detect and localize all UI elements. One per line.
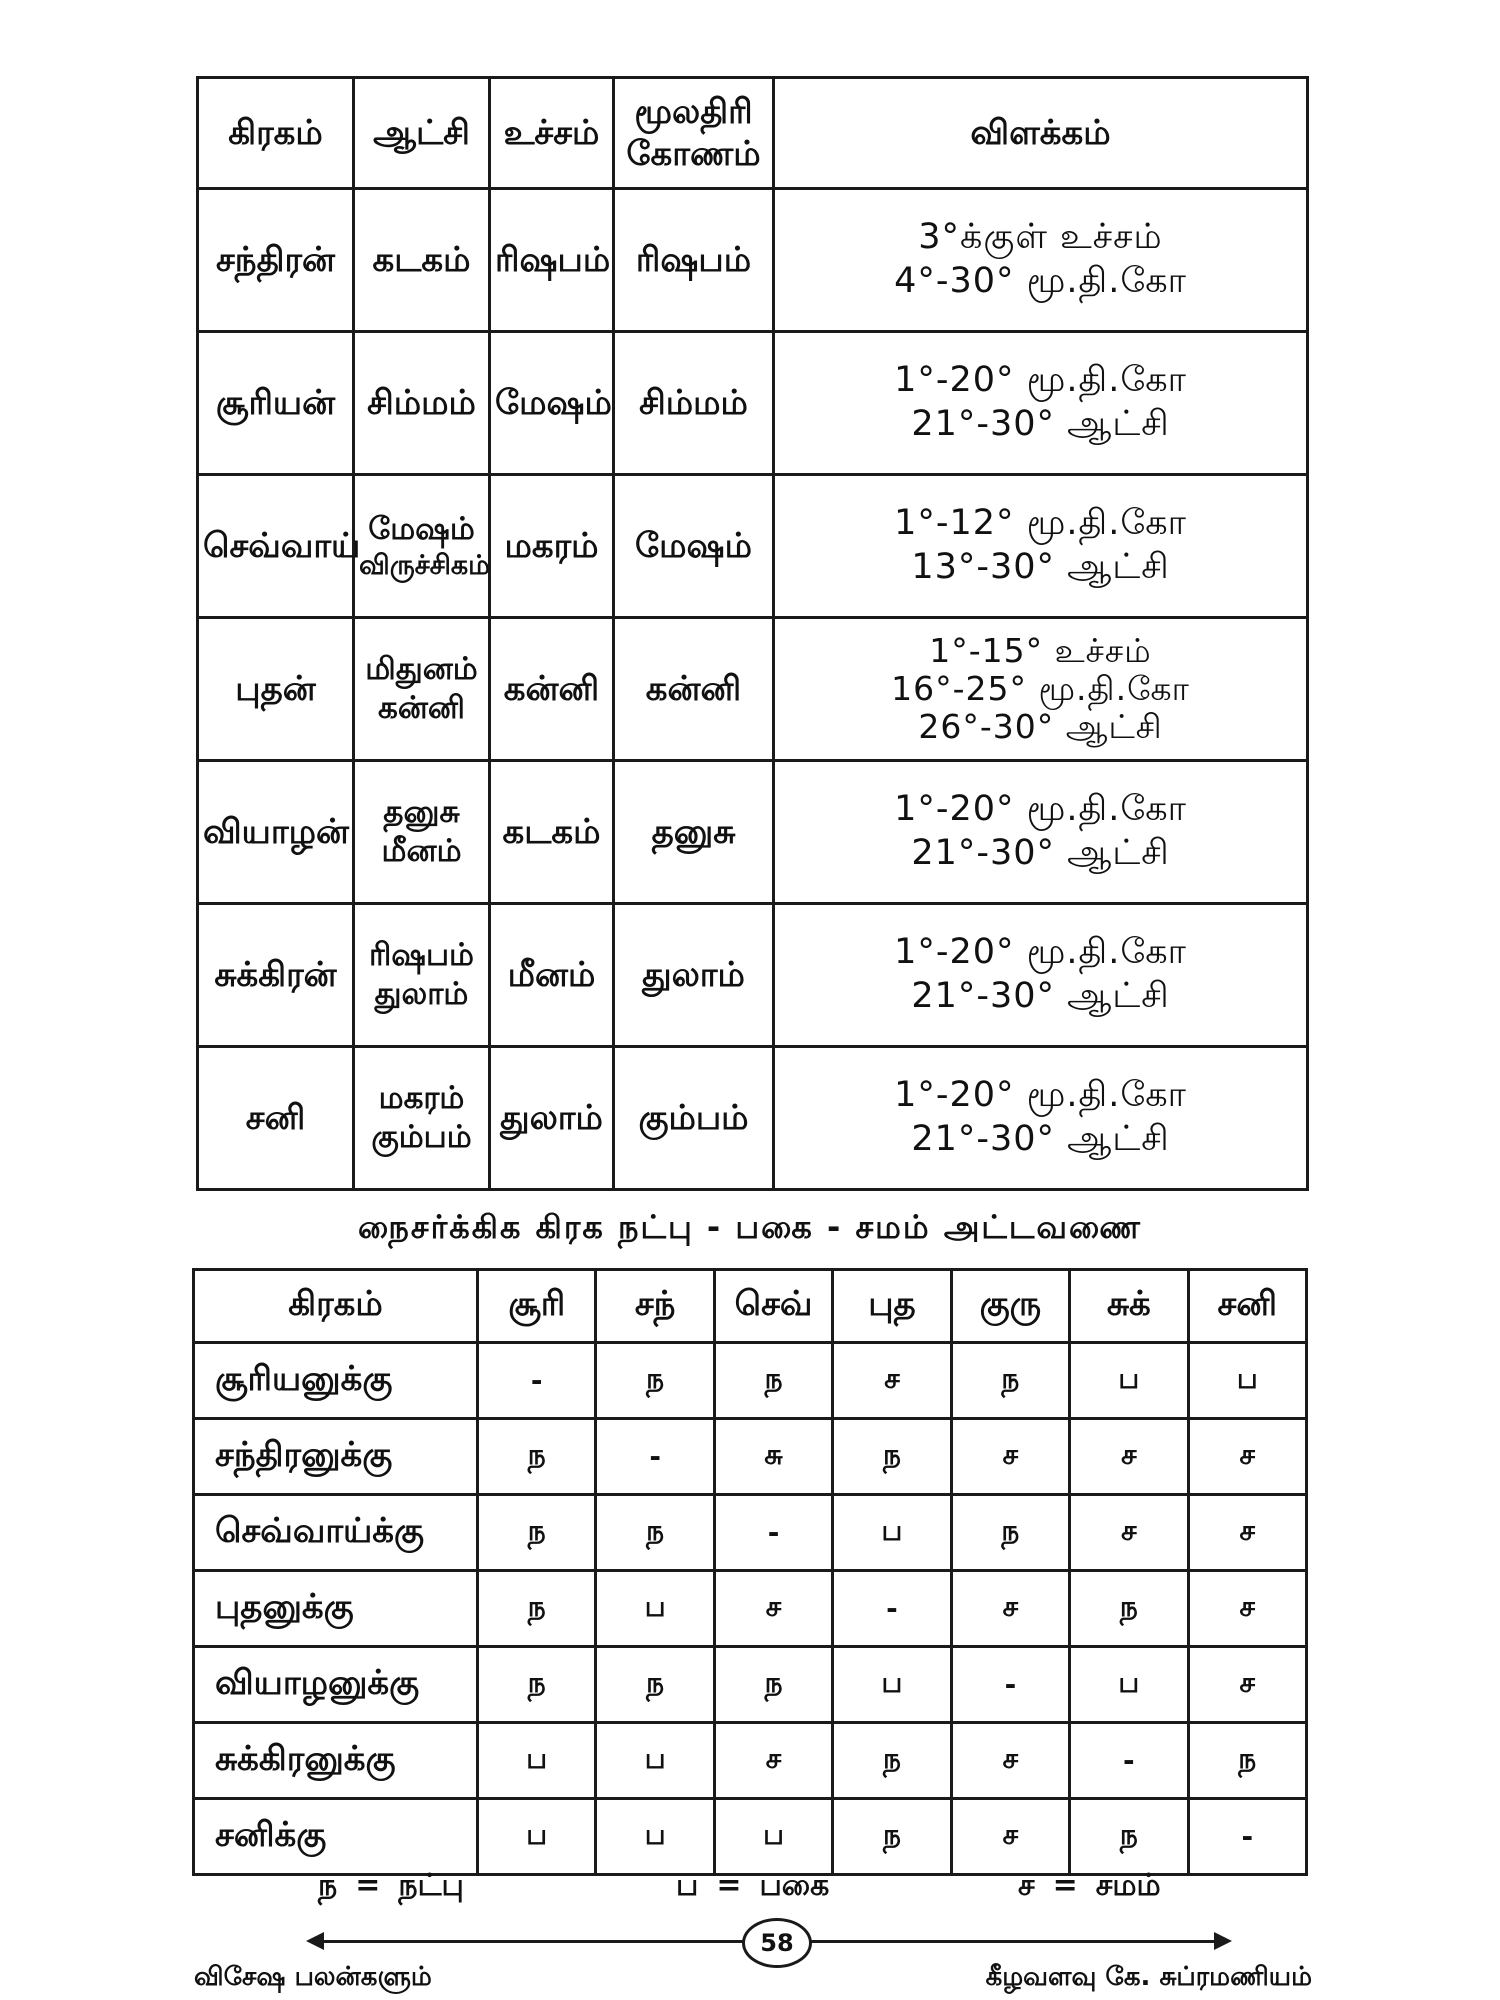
relationship-cell: ந bbox=[596, 1647, 714, 1723]
relationship-cell: - bbox=[951, 1647, 1069, 1723]
relationship-cell: ந bbox=[714, 1647, 832, 1723]
header-planet-column: சனி bbox=[1188, 1270, 1306, 1343]
uchcham-cell: கன்னி bbox=[490, 618, 614, 761]
relationship-cell: ச bbox=[951, 1419, 1069, 1495]
vilakkam-line: 1°-12° மூ.தி.கோ bbox=[894, 503, 1187, 544]
legend-equals: = bbox=[355, 1868, 381, 1903]
vilakkam-cell bbox=[774, 332, 1308, 475]
header-aatchi: ஆட்சி bbox=[354, 78, 490, 189]
planet-dignity-table bbox=[196, 76, 1309, 1191]
relationship-cell: ந bbox=[1188, 1723, 1306, 1799]
relationship-header-row bbox=[194, 1270, 1307, 1343]
relationship-cell: ச bbox=[1070, 1495, 1188, 1571]
aatchi-cell bbox=[354, 475, 490, 618]
vilakkam-line: 21°-30° ஆட்சி bbox=[911, 1119, 1170, 1159]
planet-dignity-header-row bbox=[198, 78, 1308, 189]
relationship-row-label: சனிக்கு bbox=[194, 1799, 478, 1875]
vilakkam-cell bbox=[774, 475, 1308, 618]
aatchi-cell bbox=[354, 332, 490, 475]
page-number: 58 bbox=[742, 1918, 812, 1968]
relationship-cell: ச bbox=[1070, 1419, 1188, 1495]
vilakkam-line: 21°-30° ஆட்சி bbox=[911, 404, 1170, 444]
header-uchcham: உச்சம் bbox=[490, 78, 614, 189]
relationship-cell: ச bbox=[1188, 1495, 1306, 1571]
header-graham: கிரகம் bbox=[194, 1270, 478, 1343]
aatchi-value: தனுசு bbox=[383, 794, 460, 831]
relationship-cell: - bbox=[1070, 1723, 1188, 1799]
relationship-row-label: சுக்கிரனுக்கு bbox=[194, 1723, 478, 1799]
table-row bbox=[194, 1571, 1307, 1647]
table-row bbox=[198, 332, 1308, 475]
relationship-row-label: சந்திரனுக்கு bbox=[194, 1419, 478, 1495]
table-row bbox=[198, 189, 1308, 332]
planet-name: செவ்வாய் bbox=[198, 475, 354, 618]
relationship-cell: - bbox=[478, 1343, 596, 1419]
relationship-cell: ந bbox=[596, 1495, 714, 1571]
uchcham-cell: ரிஷபம் bbox=[490, 189, 614, 332]
mulathiri-cell: கன்னி bbox=[614, 618, 774, 761]
relationship-row-label: வியாழனுக்கு bbox=[194, 1647, 478, 1723]
legend-item bbox=[676, 1868, 829, 1907]
header-mulathiri-line: மூலதிரி bbox=[634, 91, 753, 132]
relationship-cell: ந bbox=[951, 1343, 1069, 1419]
vilakkam-line: 16°-25° மூ.தி.கோ bbox=[891, 669, 1190, 709]
relationship-cell: ந bbox=[951, 1495, 1069, 1571]
relationship-cell: ப bbox=[478, 1799, 596, 1875]
relationship-cell: ந bbox=[478, 1495, 596, 1571]
legend-meaning: பகை bbox=[759, 1868, 830, 1903]
legend-meaning: சமம் bbox=[1095, 1868, 1161, 1903]
legend-meaning: நட்பு bbox=[398, 1868, 464, 1903]
uchcham-cell: மேஷம் bbox=[490, 332, 614, 475]
aatchi-value: மேஷம் bbox=[368, 510, 475, 547]
aatchi-cell bbox=[354, 904, 490, 1047]
vilakkam-cell bbox=[774, 618, 1308, 761]
mulathiri-cell: துலாம் bbox=[614, 904, 774, 1047]
vilakkam-cell bbox=[774, 904, 1308, 1047]
mulathiri-cell: மேஷம் bbox=[614, 475, 774, 618]
vilakkam-cell bbox=[774, 761, 1308, 904]
header-planet-column: புத bbox=[833, 1270, 951, 1343]
vilakkam-line: 26°-30° ஆட்சி bbox=[918, 706, 1163, 746]
vilakkam-cell bbox=[774, 1047, 1308, 1190]
relationship-cell: - bbox=[714, 1495, 832, 1571]
header-planet-column: சந் bbox=[596, 1270, 714, 1343]
planet-name: வியாழன் bbox=[198, 761, 354, 904]
relationship-cell: ந bbox=[833, 1799, 951, 1875]
vilakkam-line: 1°-20° மூ.தி.கோ bbox=[894, 789, 1187, 830]
table-row bbox=[198, 904, 1308, 1047]
vilakkam-line: 4°-30° மூ.தி.கோ bbox=[894, 261, 1187, 301]
aatchi-value: கும்பம் bbox=[371, 1119, 472, 1155]
table-row bbox=[194, 1343, 1307, 1419]
planet-name: சந்திரன் bbox=[198, 189, 354, 332]
relationship-cell: ப bbox=[714, 1799, 832, 1875]
legend-symbol: ந bbox=[318, 1868, 338, 1903]
relationship-cell: ச bbox=[951, 1799, 1069, 1875]
relationship-cell: ந bbox=[714, 1343, 832, 1419]
header-mulathiri-line: கோணம் bbox=[626, 134, 761, 174]
relationship-cell: ப bbox=[478, 1723, 596, 1799]
relationship-cell: ந bbox=[478, 1419, 596, 1495]
relationship-cell: ந bbox=[1070, 1571, 1188, 1647]
aatchi-value: கன்னி bbox=[378, 690, 465, 726]
aatchi-value: மீனம் bbox=[381, 833, 462, 869]
relationship-cell: ச bbox=[1188, 1647, 1306, 1723]
relationship-row-label: புதனுக்கு bbox=[194, 1571, 478, 1647]
aatchi-value: விருச்சிகம் bbox=[359, 549, 490, 581]
header-mulathiri bbox=[614, 78, 774, 189]
planet-name: புதன் bbox=[198, 618, 354, 761]
relationship-row-label: சூரியனுக்கு bbox=[194, 1343, 478, 1419]
legend-equals: = bbox=[1052, 1868, 1078, 1903]
table-row bbox=[198, 475, 1308, 618]
legend-equals: = bbox=[716, 1868, 742, 1903]
vilakkam-line: 21°-30° ஆட்சி bbox=[911, 976, 1170, 1016]
aatchi-cell bbox=[354, 761, 490, 904]
table-row bbox=[194, 1799, 1307, 1875]
vilakkam-line: 1°-20° மூ.தி.கோ bbox=[894, 360, 1187, 401]
vilakkam-cell bbox=[774, 189, 1308, 332]
header-graham: கிரகம் bbox=[198, 78, 354, 189]
table-row bbox=[198, 618, 1308, 761]
planet-name: சுக்கிரன் bbox=[198, 904, 354, 1047]
relationship-cell: ப bbox=[833, 1495, 951, 1571]
legend-symbol: ப bbox=[676, 1868, 699, 1903]
author-name: கீழவளவு கே. சுப்ரமணியம் bbox=[985, 1962, 1312, 1992]
relationship-cell: ச bbox=[714, 1571, 832, 1647]
vilakkam-line: 3°க்குள் உச்சம் bbox=[918, 217, 1163, 258]
table-row bbox=[194, 1647, 1307, 1723]
header-planet-column: குரு bbox=[951, 1270, 1069, 1343]
relationship-cell: ப bbox=[1070, 1343, 1188, 1419]
mulathiri-cell: தனுசு bbox=[614, 761, 774, 904]
relationship-cell: ப bbox=[1070, 1647, 1188, 1723]
relationship-row-label: செவ்வாய்க்கு bbox=[194, 1495, 478, 1571]
aatchi-value: ரிஷபம் bbox=[368, 937, 475, 974]
relationship-cell: ந bbox=[596, 1343, 714, 1419]
relationship-cell: ச bbox=[1188, 1419, 1306, 1495]
aatchi-cell bbox=[354, 1047, 490, 1190]
relationship-table-title: நைசர்க்கிக கிரக நட்பு - பகை - சமம் அட்டவணை bbox=[358, 1208, 1142, 1246]
header-planet-column: சூரி bbox=[478, 1270, 596, 1343]
relationship-cell: ச bbox=[951, 1571, 1069, 1647]
relationship-cell: ப bbox=[833, 1647, 951, 1723]
table-row bbox=[194, 1495, 1307, 1571]
legend-symbol: ச bbox=[1018, 1868, 1035, 1903]
relationship-cell: ப bbox=[1188, 1343, 1306, 1419]
planet-relationship-table bbox=[192, 1268, 1308, 1876]
uchcham-cell: மகரம் bbox=[490, 475, 614, 618]
table-row bbox=[198, 1047, 1308, 1190]
relationship-cell: ச bbox=[714, 1723, 832, 1799]
uchcham-cell: துலாம் bbox=[490, 1047, 614, 1190]
vilakkam-line: 21°-30° ஆட்சி bbox=[911, 833, 1170, 873]
aatchi-value: கடகம் bbox=[372, 239, 471, 280]
relationship-cell: ச bbox=[833, 1343, 951, 1419]
relationship-cell: - bbox=[1188, 1799, 1306, 1875]
legend-item bbox=[1018, 1868, 1161, 1907]
relationship-cell: ந bbox=[833, 1419, 951, 1495]
vilakkam-line: 13°-30° ஆட்சி bbox=[911, 547, 1170, 587]
relationship-cell: ப bbox=[596, 1723, 714, 1799]
planet-name: சூரியன் bbox=[198, 332, 354, 475]
relationship-cell: ந bbox=[1070, 1799, 1188, 1875]
mulathiri-cell: கும்பம் bbox=[614, 1047, 774, 1190]
relationship-cell: ச bbox=[1188, 1571, 1306, 1647]
legend-item bbox=[318, 1868, 464, 1907]
relationship-cell: - bbox=[596, 1419, 714, 1495]
relationship-cell: ந bbox=[478, 1571, 596, 1647]
book-title: விசேஷ பலன்களும் bbox=[194, 1962, 432, 1992]
relationship-cell: ப bbox=[596, 1571, 714, 1647]
table-row bbox=[194, 1419, 1307, 1495]
relationship-cell: சு bbox=[714, 1419, 832, 1495]
mulathiri-cell: ரிஷபம் bbox=[614, 189, 774, 332]
aatchi-value: துலாம் bbox=[374, 976, 469, 1012]
relationship-cell: ச bbox=[951, 1723, 1069, 1799]
vilakkam-line: 1°-15° உச்சம் bbox=[929, 631, 1152, 671]
mulathiri-cell: சிம்மம் bbox=[614, 332, 774, 475]
table-row bbox=[198, 761, 1308, 904]
vilakkam-line: 1°-20° மூ.தி.கோ bbox=[894, 932, 1187, 973]
aatchi-value: சிம்மம் bbox=[367, 382, 476, 423]
aatchi-cell bbox=[354, 189, 490, 332]
aatchi-value: மிதுனம் bbox=[365, 651, 478, 688]
uchcham-cell: மீனம் bbox=[490, 904, 614, 1047]
table-row bbox=[194, 1723, 1307, 1799]
relationship-cell: - bbox=[833, 1571, 951, 1647]
arrow-right-icon bbox=[1214, 1932, 1232, 1950]
legend bbox=[0, 1868, 1500, 1908]
relationship-cell: ந bbox=[478, 1647, 596, 1723]
relationship-cell: ப bbox=[596, 1799, 714, 1875]
aatchi-cell bbox=[354, 618, 490, 761]
planet-name: சனி bbox=[198, 1047, 354, 1190]
relationship-cell: ந bbox=[833, 1723, 951, 1799]
aatchi-value: மகரம் bbox=[378, 1080, 465, 1117]
header-vilakkam: விளக்கம் bbox=[774, 78, 1308, 189]
uchcham-cell: கடகம் bbox=[490, 761, 614, 904]
vilakkam-line: 1°-20° மூ.தி.கோ bbox=[894, 1075, 1187, 1116]
header-planet-column: சுக் bbox=[1070, 1270, 1188, 1343]
header-planet-column: செவ் bbox=[714, 1270, 832, 1343]
